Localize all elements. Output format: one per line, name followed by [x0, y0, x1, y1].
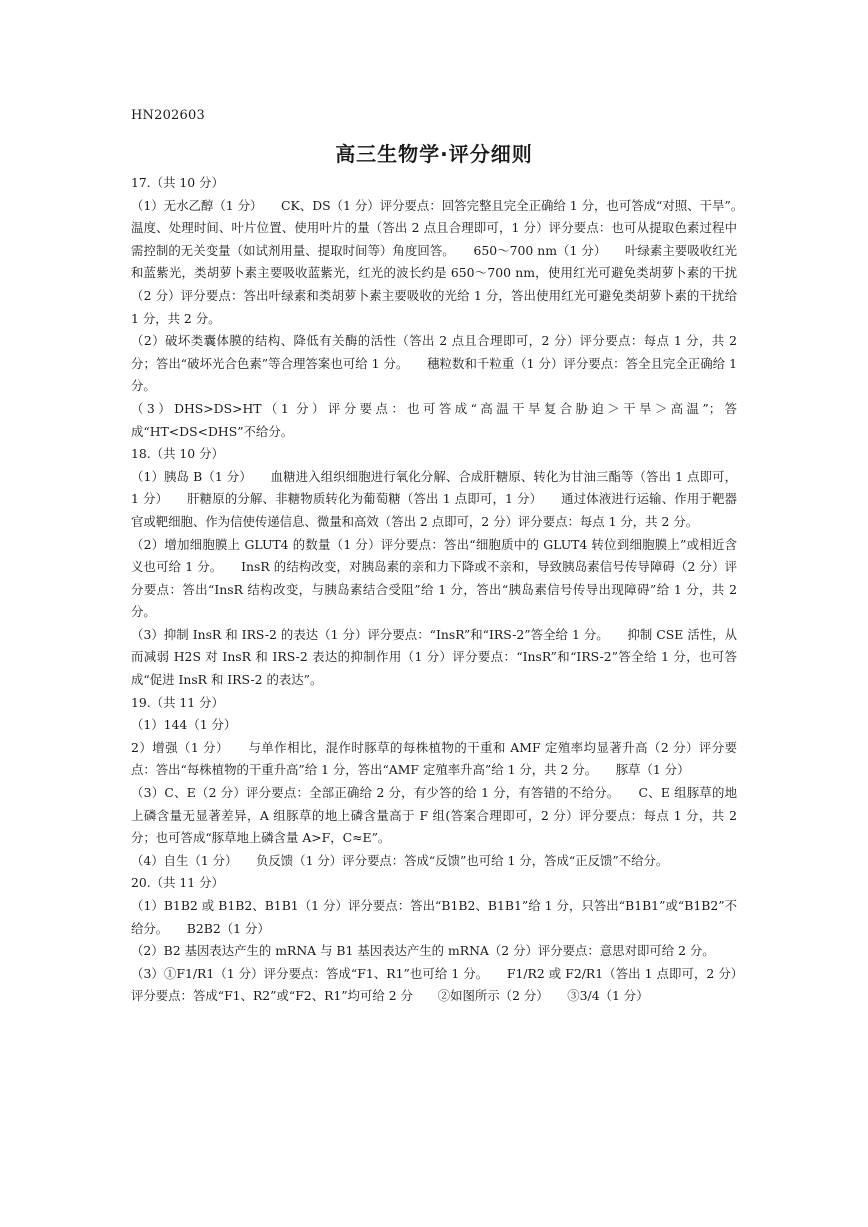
- question-19-part-4: （4）自生（1 分） 负反馈（1 分）评分要点：答成“反馈”也可给 1 分，答成“正反馈”不给分。: [131, 852, 669, 868]
- question-18-part-3: （3）抑制 InsR 和 IRS-2 的表达（1 分）评分要点：“InsR”和“IRS-2”答全给 1 分。 抑制 CSE 活性，从而减弱 H2S 对 InsR 和 IRS-2 表达的抑制作用（1 分）评分要点：“InsR”和“IRS-2”答全给 1 分，也可答成“促进 InsR 和 IRS-2 的表达”。: [131, 626, 737, 688]
- question-19-part-1: （1）144（1 分）: [131, 717, 237, 733]
- question-17-part-3: （3）DHS>DS>HT（1 分）评分要点：也可答成“高温干旱复合胁迫＞干旱＞高温”；答成“HT<DS<DHS”不给分。: [131, 400, 737, 439]
- question-19-heading: 19.（共 11 分）: [131, 694, 224, 710]
- question-20-part-1: （1）B1B2 或 B1B2、B1B1（1 分）评分要点：答出“B1B2、B1B1”给 1 分，只答出“B1B1”或“B1B2”不给分。 B2B2（1 分）: [131, 898, 737, 936]
- document-code: HN202603: [131, 108, 205, 123]
- question-17-part-1: （1）无水乙醇（1 分） CK、DS（1 分）评分要点：回答完整且完全正确给 1 分，也可答成“对照、干旱”。 温度、处理时间、叶片位置、使用叶片的量（答出 2 点且合理即可，1 分）评分要点：也可从提取色素过程中需控制的无关变量（如试剂用量、提取时间等）角度回答。 650～700 nm（1 分） 叶绿素主要吸收红光和蓝紫光，类胡萝卜素主要吸收蓝紫光，红光的波长约是 650～700 nm，使用红光可避免类胡萝卜素的干扰（2 分）评分要点：答出叶绿素和类胡萝卜素主要吸收的光给 1 分，答出使用红光可避免类胡萝卜素的干扰给 1 分，共 2 分。: [131, 197, 762, 326]
- question-18-heading: 18.（共 10 分）: [131, 446, 224, 462]
- question-17-heading: 17.（共 10 分）: [131, 175, 224, 190]
- question-19-part-2: 2）增强（1 分） 与单作相比，混作时豚草的每株植物的干重和 AMF 定殖率均显著升高（2 分）评分要点：答出“每株植物的干重升高”给 1 分，答出“AMF 定殖率升高”给 1 分，共 2 分。 豚草（1 分）: [131, 739, 737, 778]
- question-20-part-2: （2）B2 基因表达产生的 mRNA 与 B1 基因表达产生的 mRNA（2 分）评分要点：意思对即可给 2 分。: [131, 943, 715, 959]
- document-body: [131, 172, 762, 1008]
- question-18-part-2: （2）增加细胞膜上 GLUT4 的数量（1 分）评分要点：答出“细胞质中的 GLUT4 转位到细胞膜上”或相近含义也可给 1 分。 InsR 的结构改变，对胰岛素的亲和力下降或不亲和，导致胰岛素信号传导障碍（2 分）评分要点：答出“InsR 结构改变，与胰岛素结合受阻”给 1 分，答出“胰岛素信号传导出现障碍”给 1 分，共 2 分。: [131, 536, 737, 620]
- question-19-part-3: （3）C、E（2 分）评分要点：全部正确给 2 分，有少答的给 1 分，有答错的不给分。 C、E 组豚草的地上磷含量无显著差异，A 组豚草的地上磷含量高于 F 组(答案合理即可，2 分）评分要点：每点 1 分，共 2 分；也可答成“豚草地上磷含量 A>F，C≈E”。: [131, 785, 737, 846]
- question-20-heading: 20.（共 11 分）: [131, 875, 224, 891]
- question-17-part-2: （2）破坏类囊体膜的结构、降低有关酶的活性（答出 2 点且合理即可，2 分）评分要点：每点 1 分，共 2 分；答出“破坏光合色素”等合理答案也可给 1 分。 穗粒数和千粒重（1 分）评分要点：答全且完全正确给 1 分。: [131, 333, 737, 394]
- page-title: 高三生物学·评分细则: [335, 142, 533, 166]
- question-18-part-1: （1）胰岛 B（1 分） 血糖进入组织细胞进行氧化分解、合成肝糖原、转化为甘油三酯等（答出 1 点即可，1 分） 肝糖原的分解、非糖物质转化为葡萄糖（答出 1 点即可，1 分） 通过体液进行运输、作用于靶器官或靶细胞、作为信使传递信息、微量和高效（答出 2 点即可，2 分）评分要点：每点 1 分，共 2 分。: [131, 468, 737, 529]
- question-20-part-3: （3）①F1/R1（1 分）评分要点：答成“F1、R1”也可给 1 分。 F1/R2 或 F2/R1（答出 1 点即可，2 分）评分要点：答成“F1、R2”或“F2、R1”均可给 2 分 ②如图所示（2 分） ③3/4（1 分）: [131, 965, 737, 1004]
